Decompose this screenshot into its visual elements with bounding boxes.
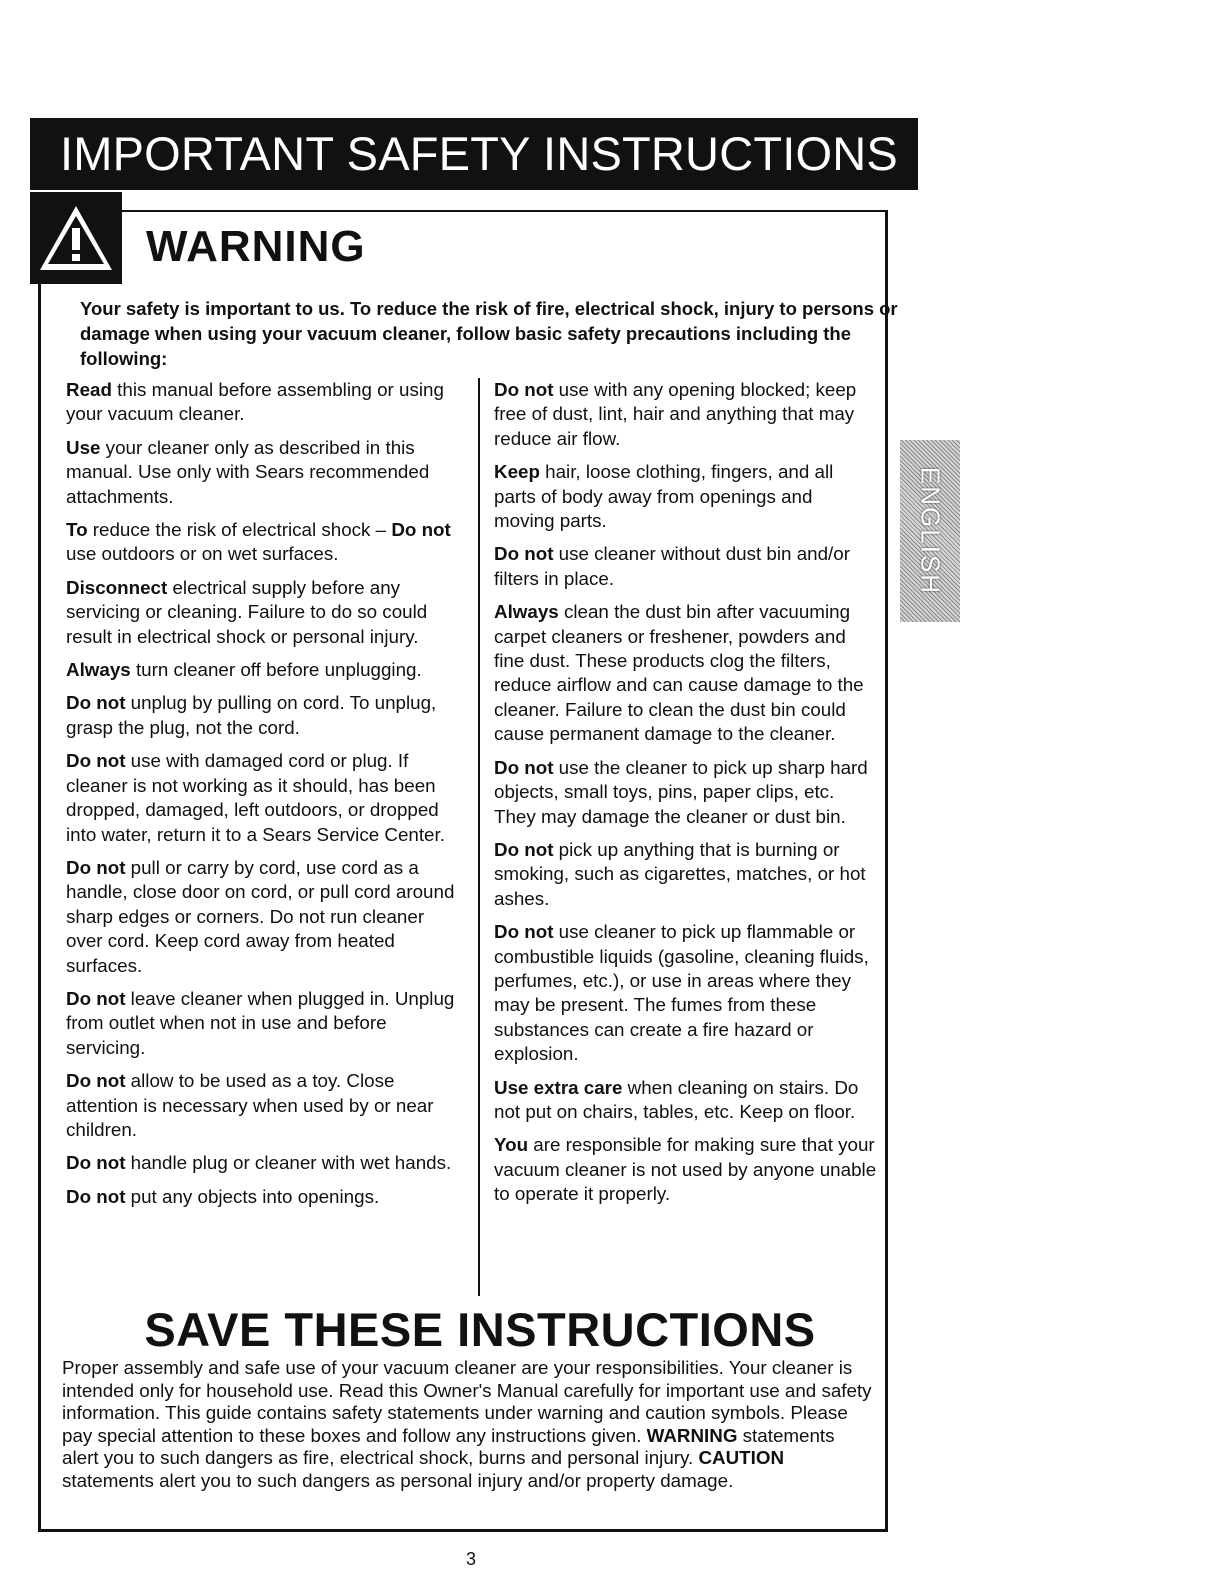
page-title: IMPORTANT SAFETY INSTRUCTIONS [30, 118, 918, 190]
safety-item: Always turn cleaner off before unplugging. [66, 659, 422, 681]
left-column [66, 378, 458, 1218]
language-tab-label: ENGLISH [915, 466, 946, 596]
safety-item: You are responsible for making sure that your vacuum cleaner is not used by anyone unable to operate it properly. [494, 1134, 877, 1205]
right-column [494, 378, 878, 1216]
safety-item: Do not pick up anything that is burning or smoking, such as cigarettes, matches, or hot ashes. [494, 838, 866, 909]
warning-triangle-icon [38, 204, 114, 272]
safety-item: Do not put any objects into openings. [66, 1185, 380, 1207]
safety-item: To reduce the risk of electrical shock – Do not use outdoors or on wet surfaces. [66, 519, 451, 565]
safety-item: Do not use with any opening blocked; keep free of dust, lint, hair and anything that may reduce air flow. [494, 379, 857, 449]
responsibility-paragraph: Proper assembly and safe use of your vacuum cleaner are your responsibilities. Your cleaner is intended only for household use. Read this Owner's Manual carefully for important use and safety information. This guide contains safety statements under warning and caution symbols. Please pay special attention to these boxes and follow any instructions given. WARNING statements alert you to such dangers as fire, electrical shock, burns and personal injury. CAUTION statements alert you to such dangers as personal injury and/or property damage. [62, 1357, 872, 1491]
save-heading: SAVE THESE INSTRUCTIONS [144, 1303, 816, 1356]
safety-item: Do not pull or carry by cord, use cord as a handle, close door on cord, or pull cord around sharp edges or corners. Do not run cleaner over cord. Keep cord away from heated surfaces. [66, 856, 455, 976]
safety-item: Do not use with damaged cord or plug. If cleaner is not working as it should, has been dropped, damaged, left outdoors, or dropped into water, return it to a Sears Service Center. [66, 750, 445, 845]
page-number: 3 [466, 1549, 477, 1569]
safety-item: Do not unplug by pulling on cord. To unplug, grasp the plug, not the cord. [66, 692, 437, 738]
safety-item: Disconnect electrical supply before any servicing or cleaning. Failure to do so could result in electrical shock or personal injury. [66, 576, 428, 647]
safety-item: Do not use cleaner without dust bin and/or filters in place. [494, 543, 850, 589]
safety-item: Do not use cleaner to pick up flammable or combustible liquids (gasoline, cleaning fluids, perfumes, etc.), or use in areas where they may be present. The fumes from these substances can create a fire hazard or explosion. [494, 921, 869, 1065]
safety-item: Keep hair, loose clothing, fingers, and all parts of body away from openings and moving parts. [494, 461, 834, 532]
safety-item: Do not leave cleaner when plugged in. Unplug from outlet when not in use and before servicing. [66, 987, 455, 1058]
intro-text: Your safety is important to us. To reduce the risk of fire, electrical shock, injury to persons or damage when using your vacuum cleaner, follow basic safety precautions including the following: [80, 298, 898, 369]
warning-icon-block [30, 192, 122, 284]
safety-item: Do not handle plug or cleaner with wet hands. [66, 1152, 452, 1174]
safety-item: Do not use the cleaner to pick up sharp hard objects, small toys, pins, paper clips, etc. They may damage the cleaner or dust bin. [494, 756, 868, 827]
safety-item: Use your cleaner only as described in this manual. Use only with Sears recommended attachments. [66, 436, 430, 507]
safety-item: Use extra care when cleaning on stairs. Do not put on chairs, tables, etc. Keep on floor. [494, 1076, 859, 1122]
safety-item: Read this manual before assembling or using your vacuum cleaner. [66, 379, 444, 425]
safety-item: Always clean the dust bin after vacuuming carpet cleaners or freshener, powders and fine dust. These products clog the filters, reduce airflow and can cause damage to the cleaner. Failure to clean the dust bin could cause permanent damage to the cleaner. [494, 601, 864, 745]
column-divider [478, 378, 480, 1296]
language-tab [900, 440, 960, 622]
warning-heading: WARNING [146, 222, 366, 271]
safety-item: Do not allow to be used as a toy. Close attention is necessary when used by or near children. [66, 1070, 434, 1140]
